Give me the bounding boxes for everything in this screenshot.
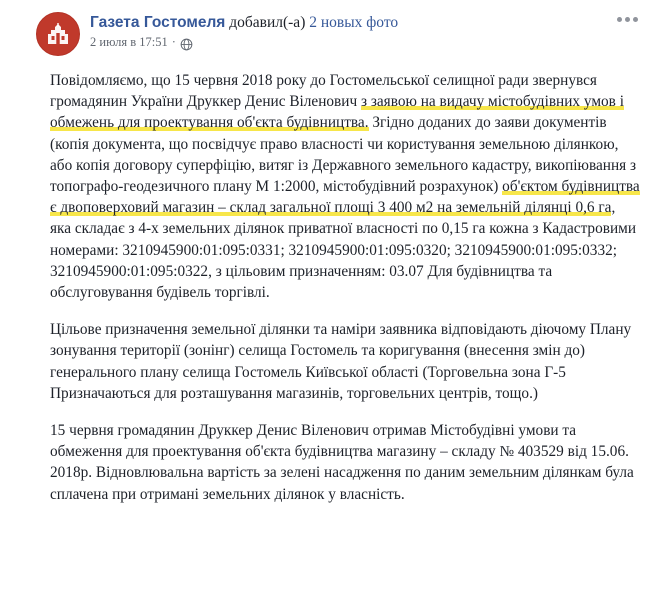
post-paragraph-1 — [50, 70, 640, 303]
post-timestamp[interactable]: 2 июля в 17:51 — [90, 35, 168, 49]
text-segment: Згідно доданих до заяви документів (копія документа, що посвідчує право власності чи користування земельною ділянкою, або копія договору суперфіцію, витяг із Державного земельного кадастру, викопіювання з топографо-геодезичного плану М 1:2000, містобудівний розрахунок) — [50, 114, 637, 196]
post-byline — [90, 13, 650, 32]
dot — [625, 17, 630, 22]
text-segment: Цільове призначення земельної ділянки та наміри заявника відповідають діючому Плану зонування території (зонінг) селища Гостомель та коригування (внесення змін до) генерального плану селища Гостомель Київської області (Торговельна зона Г-5 Призначаються для розташування магазинів, торговельних центрів, тощо.) — [50, 321, 632, 402]
post-meta — [90, 35, 650, 50]
page-name-link[interactable]: Газета Гостомеля — [90, 14, 226, 31]
post-header-text — [90, 12, 650, 50]
post-body — [36, 62, 650, 505]
facebook-post — [36, 0, 650, 505]
highlighted-text-segment: об'єктом будівництва є двоповерховий магазин – склад загальної площі 3 400 м2 на земельній ділянці 0,6 га — [50, 178, 640, 217]
post-photos-link[interactable]: 2 новых фото — [309, 14, 399, 31]
post-header — [36, 0, 650, 62]
more-options-icon[interactable] — [613, 13, 642, 26]
dot — [633, 17, 638, 22]
post-paragraph-2 — [50, 319, 640, 404]
post-action-text: добавил(-а) — [225, 14, 310, 31]
text-segment: , яка складає з 4-х земельних ділянок приватної власності по 0,15 га кожна з Кадастровими номерами: 3210945900:01:095:0331; 3210945900:01:095:0320; 3210945900:01:095:0332; 3210945900:01:095:0322, з цільовим призначенням: 03.07 Для будівництва та обслуговування будівель торгівлі. — [50, 199, 637, 302]
text-segment: Повідомляємо, що 15 червня 2018 року до Гостомельської селищної ради звернувся громадянин України Друккер Денис Віленович — [50, 72, 597, 111]
highlighted-text-segment: з заявою на видачу містобудівних умов і обмежень для проектування об'єкта будівництва. — [50, 93, 624, 132]
text-segment: 15 червня громадянин Друккер Денис Віленович отримав Містобудівні умови та обмеження для проектування об'єкта будівництва магазину – складу № 403529 від 15.06. 2018р. Відновлювальна вартість за зелені насадження по даним земельним ділянкам була сплачена при отримані земельних ділянок у власність. — [50, 422, 634, 503]
page-avatar-crest-icon — [45, 23, 71, 47]
meta-separator: · — [171, 35, 176, 49]
dot — [617, 17, 622, 22]
globe-icon[interactable] — [180, 38, 193, 51]
post-paragraph-3 — [50, 420, 640, 505]
page-avatar[interactable] — [36, 12, 80, 56]
